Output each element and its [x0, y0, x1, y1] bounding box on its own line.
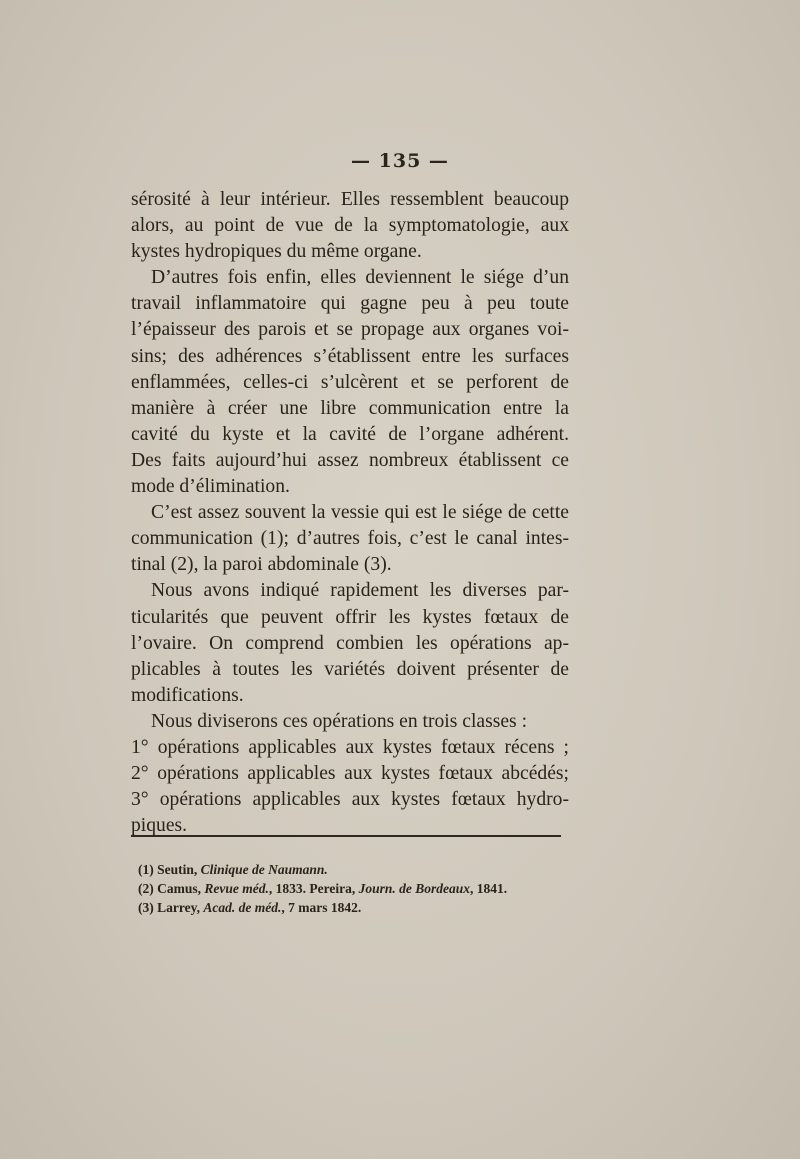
footnote-number: (3)	[138, 900, 154, 915]
text-line: alors, au point de vue de la symptomatologie, aux	[131, 215, 569, 237]
text-line: Des faits aujourd’hui assez nombreux établissent ce	[131, 449, 569, 471]
text-line: tinal (2), la paroi abdominale (3).	[131, 554, 392, 576]
footnote-source: Revue méd.	[204, 881, 269, 896]
text-line: mode d’élimination.	[131, 476, 290, 498]
footnote-source: Acad. de méd.	[203, 900, 282, 915]
text-line: 1° opérations applicables aux kystes fœtaux récens ;	[131, 736, 569, 758]
footnote-2	[138, 879, 558, 898]
text-line: C’est assez souvent la vessie qui est le siége de cette	[151, 502, 569, 524]
text-line: travail inflammatoire qui gagne peu à peu toute	[131, 293, 569, 315]
footnote-source-2: Journ. de Bordeaux	[358, 881, 471, 896]
text-line: sins; des adhérences s’établissent entre les surfaces	[131, 345, 569, 367]
text-line: kystes hydropiques du même organe.	[131, 241, 422, 263]
footnote-1	[138, 860, 558, 879]
body-text	[131, 187, 569, 839]
footnote-detail: , 7 mars 1842.	[281, 900, 362, 915]
footnote-3	[138, 898, 558, 917]
page-number: — 135 —	[351, 150, 449, 172]
text-line: sérosité à leur intérieur. Elles ressemblent beaucoup	[131, 189, 569, 210]
text-line: l’épaisseur des parois et se propage aux organes voi-	[131, 319, 569, 341]
footnotes	[138, 860, 558, 917]
text-line: l’ovaire. On comprend combien les opérations ap-	[131, 632, 569, 654]
footnote-detail-2: , 1841.	[470, 881, 508, 896]
text-line: manière à créer une libre communication entre la	[131, 397, 569, 419]
text-line: Nous avons indiqué rapidement les diverses par-	[151, 580, 569, 602]
text-line: modifications.	[131, 684, 244, 706]
text-line: enflammées, celles-ci s’ulcèrent et se perforent de	[131, 371, 569, 393]
footnote-author: Larrey,	[157, 900, 200, 915]
text-line: communication (1); d’autres fois, c’est le canal intes-	[131, 528, 569, 550]
footnote-detail: , 1833. Pereira,	[268, 881, 359, 896]
footnote-source: Clinique de Naumann.	[200, 862, 328, 877]
text-line: 3° opérations applicables aux kystes fœtaux hydro-	[131, 789, 569, 811]
footnote-number: (1)	[138, 862, 154, 877]
footnote-number: (2)	[138, 881, 154, 896]
text-line: Nous diviserons ces opérations en trois classes :	[151, 710, 528, 732]
text-line: plicables à toutes les variétés doivent présenter de	[131, 658, 569, 680]
footnote-rule	[131, 835, 561, 837]
text-line: D’autres fois enfin, elles deviennent le siége d’un	[151, 267, 569, 289]
text-line: 2° opérations applicables aux kystes fœtaux abcédés;	[131, 763, 569, 785]
text-line: ticularités que peuvent offrir les kystes fœtaux de	[131, 606, 569, 628]
text-line: piques.	[131, 815, 188, 837]
footnote-author: Seutin,	[157, 862, 198, 877]
text-line: cavité du kyste et la cavité de l’organe adhérent.	[131, 423, 569, 445]
footnote-author: Camus,	[157, 881, 202, 896]
